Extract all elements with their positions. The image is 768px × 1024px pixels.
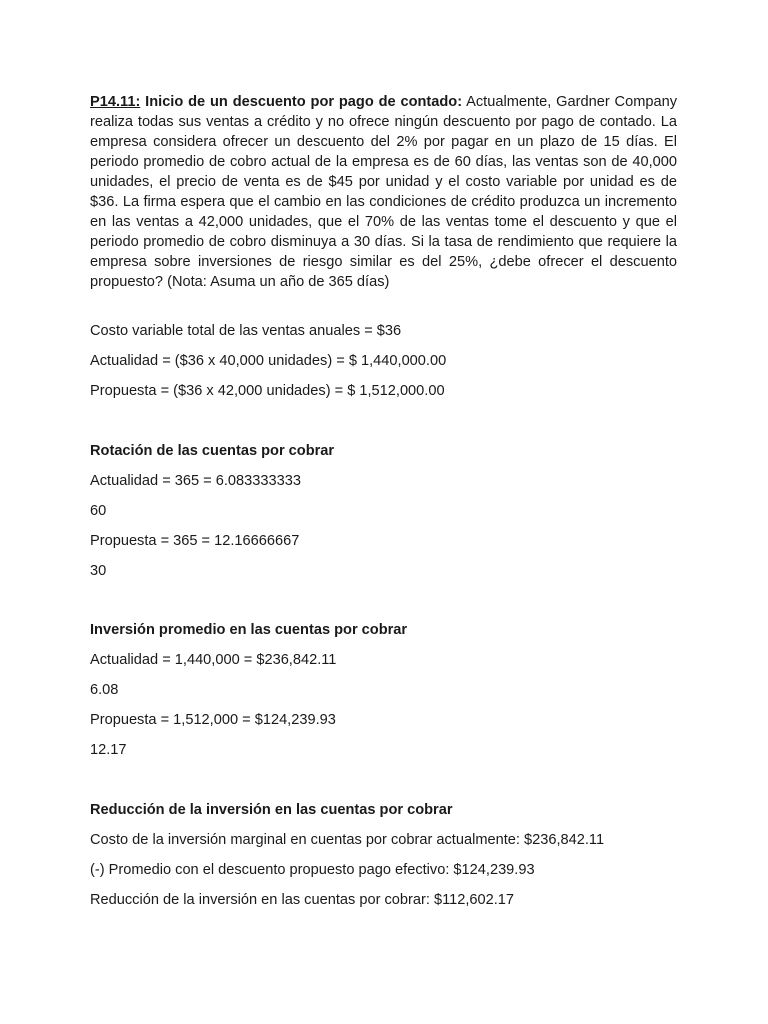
rotation-current: Actualidad = 365 = 6.083333333: [90, 473, 301, 489]
reduction-section: [90, 800, 677, 910]
problem-heading: Inicio de un descuento por pago de contado:: [145, 94, 463, 110]
reduction-total: Reducción de la inversión en las cuentas por cobrar: $112,602.17: [90, 892, 515, 908]
investment-title: Inversión promedio en las cuentas por cobrar: [90, 622, 408, 638]
variable-cost-section: [90, 321, 677, 401]
problem-code: P14.11:: [90, 94, 141, 110]
document-page: [90, 92, 677, 910]
rotation-section: [90, 441, 677, 581]
investment-current: Actualidad = 1,440,000 = $236,842.11: [90, 652, 337, 668]
investment-current-denominator: 6.08: [90, 682, 119, 698]
rotation-current-denominator: 60: [90, 503, 107, 519]
investment-proposed: Propuesta = 1,512,000 = $124,239.93: [90, 712, 336, 728]
reduction-marginal-cost: Costo de la inversión marginal en cuentas por cobrar actualmente: $236,842.11: [90, 832, 605, 848]
problem-body: Actualmente, Gardner Company realiza todas sus ventas a crédito y no ofrece ningún descuento por pago de contado. La empresa considera ofrecer un descuento del 2% por pagar en un plazo de 15 días. El periodo promedio de cobro actual de la empresa es de 60 días, las ventas son de 40,000 unidades, el precio de venta es de $45 por unidad y el costo variable por unidad es de $36. La firma espera que el cambio en las condiciones de crédito produzca un incremento en las ventas a 42,000 unidades, que el 70% de las ventas tome el descuento y que el periodo promedio de cobro disminuya a 30 días. Si la tasa de rendimiento que requiere la empresa sobre inversiones de riesgo similar es del 25%, ¿debe ofrecer el descuento propuesto? (Nota: Asuma un año de 365 días): [90, 94, 678, 290]
variable-cost-proposed: Propuesta = ($36 x 42,000 unidades) = $ 1,512,000.00: [90, 383, 445, 399]
rotation-title: Rotación de las cuentas por cobrar: [90, 443, 335, 459]
reduction-title: Reducción de la inversión en las cuentas por cobrar: [90, 802, 453, 818]
investment-proposed-denominator: 12.17: [90, 742, 127, 758]
rotation-proposed-denominator: 30: [90, 563, 107, 579]
reduction-proposed-average: (-) Promedio con el descuento propuesto pago efectivo: $124,239.93: [90, 862, 535, 878]
problem-statement: [90, 92, 677, 292]
rotation-proposed: Propuesta = 365 = 12.16666667: [90, 533, 300, 549]
variable-cost-line: Costo variable total de las ventas anuales = $36: [90, 323, 402, 339]
investment-section: [90, 620, 677, 760]
variable-cost-current: Actualidad = ($36 x 40,000 unidades) = $ 1,440,000.00: [90, 353, 447, 369]
